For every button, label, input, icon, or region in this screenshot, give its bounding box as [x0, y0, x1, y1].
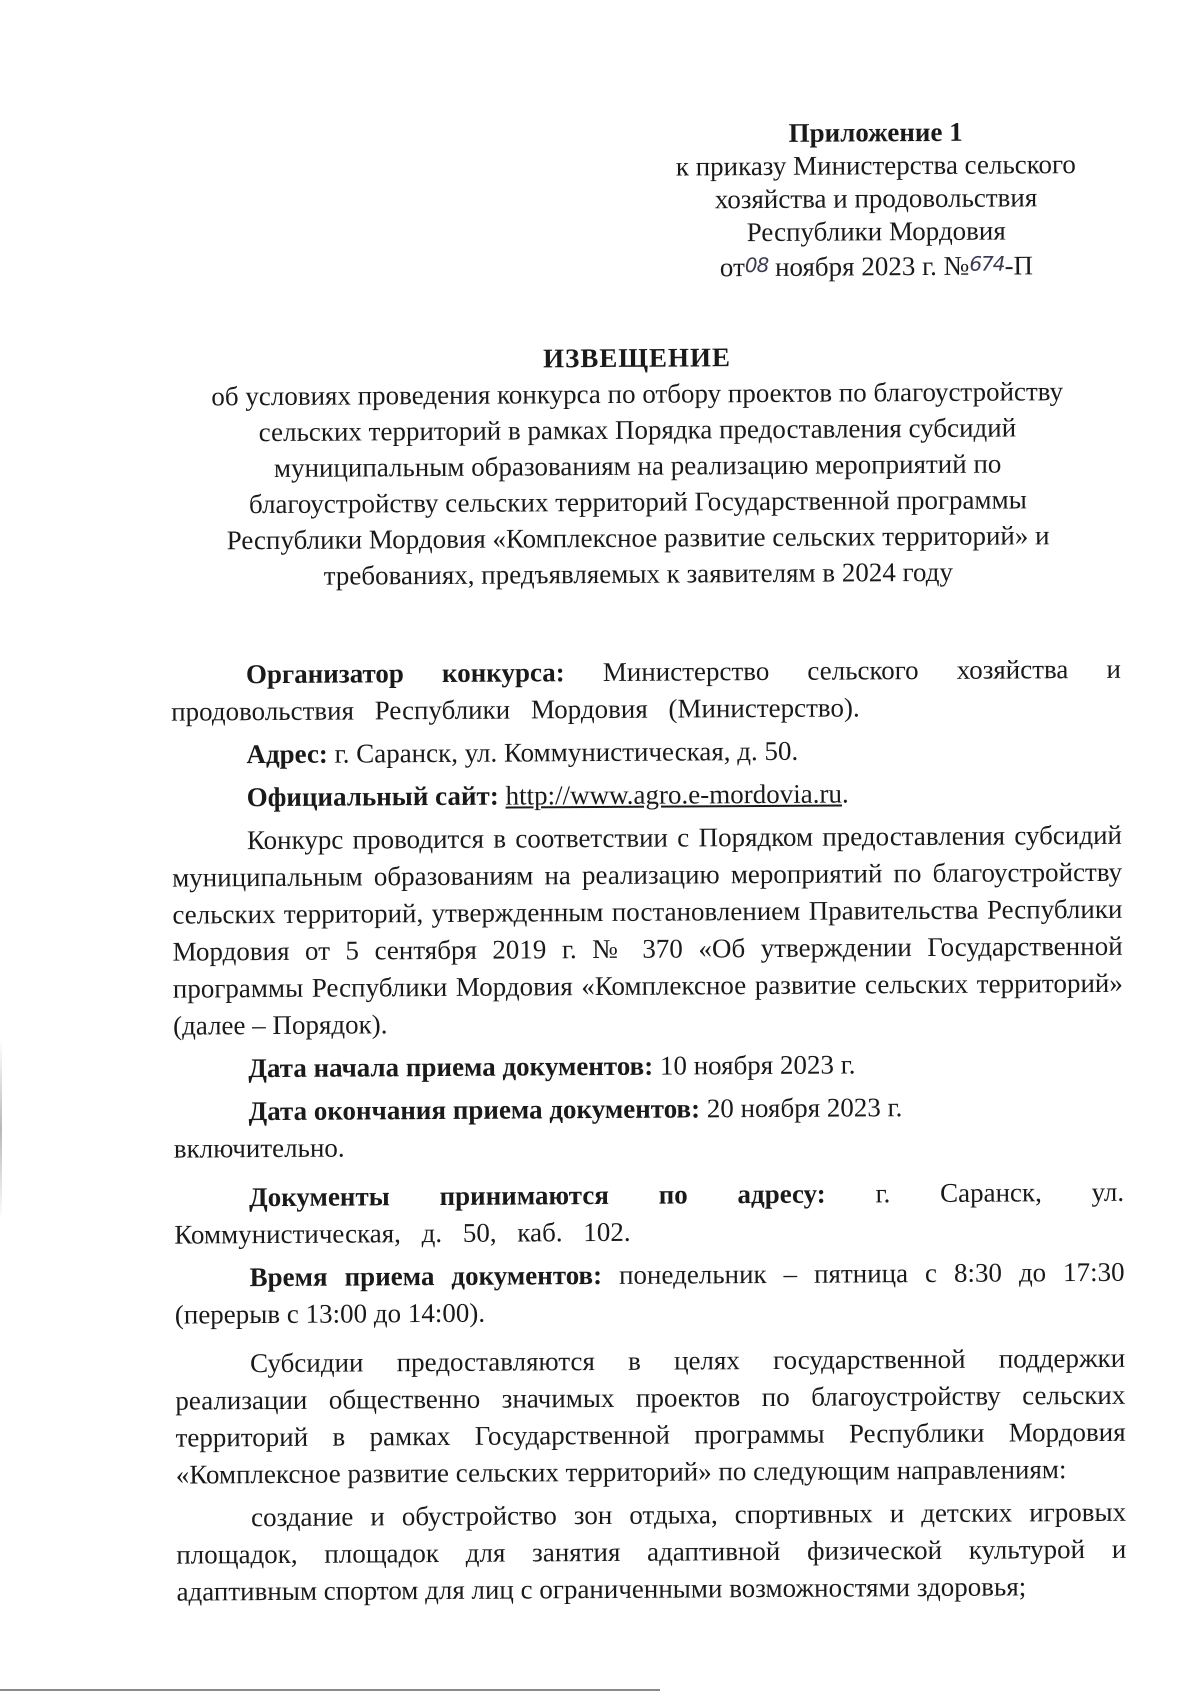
appendix-line: к приказу Министерства сельского: [675, 149, 1076, 182]
documents-value: г. Саранск, ул. Коммунистическая, д. 50, каб. 102.: [174, 1176, 1125, 1250]
documents-label: Документы принимаются по адресу:: [249, 1178, 826, 1213]
organizer-paragraph: [171, 651, 1121, 731]
time-paragraph: [174, 1254, 1124, 1334]
appendix-line: Республики Мордовия: [746, 215, 1006, 248]
appendix-order-date: [656, 247, 1096, 285]
scan-bottom-line: [0, 1689, 660, 1691]
documents-paragraph: [174, 1174, 1124, 1254]
site-paragraph: [172, 774, 1122, 817]
site-end: .: [841, 778, 849, 809]
direction-paragraph: создание и обустройство зон отдыха, спортивных и детских игровых площадок, площадок для занятия адаптивной физической культурой и адаптивным спортом для лиц с ограниченными возможностями здоровья;: [176, 1496, 1127, 1607]
notice-subtitle-line: об условиях проведения конкурса по отбору проектов по благоустройству: [211, 376, 1064, 412]
scan-edge-artifact: [0, 1040, 2, 1220]
notice-subtitle-line: муниципальным образованиям на реализацию мероприятий по: [273, 448, 1002, 483]
notice-title: ИЗВЕЩЕНИЕ: [542, 342, 732, 374]
organizer-value: Министерство сельского хозяйства и продовольствия Республики Мордовия (Министерство).: [171, 653, 1121, 727]
end-date-label: Дата окончания приема документов:: [248, 1093, 701, 1127]
appendix-header: [656, 115, 1097, 285]
date-prefix: от: [719, 252, 745, 283]
notice-subtitle-line: сельских территорий в рамках Порядка предоставления субсидий: [258, 412, 1017, 448]
subsidy-paragraph: Субсидии предоставляются в целях государственной поддержки реализации общественно значимых проектов по благоустройству сельских территорий в рамках Государственной программы Республики Мордовия «Комплексное развитие сельских территорий» по следующим направлениям:: [175, 1342, 1126, 1490]
date-middle: ноября 2023 г. №: [774, 250, 970, 282]
notice-subtitle-line: благоустройству сельских территорий Государственной программы: [248, 484, 1027, 520]
notice-body: [171, 651, 1127, 1611]
time-label: Время приема документов:: [249, 1259, 603, 1293]
official-site-link[interactable]: http://www.agro.e-mordovia.ru: [505, 778, 843, 811]
site-label: Официальный сайт:: [246, 780, 499, 813]
end-date-value: 20 ноября 2023 г.: [699, 1092, 903, 1124]
contest-paragraph: Конкурс проводится в соответствии с Порядком предоставления субсидий муниципальным образованиям на реализацию мероприятий по благоустройству сельских территорий, утвержденным постановлением Правительства Республики Мордовия от 5 сентября 2019 г. № 370 «Об утверждении Государственной программы Республики Мордовия «Комплексное развитие сельских территорий» (далее – Порядок).: [172, 819, 1123, 1041]
order-suffix: -П: [1004, 250, 1034, 281]
notice-subtitle-line: Республики Мордовия «Комплексное развитие сельских территорий» и: [226, 520, 1050, 556]
end-date-inclusive: включительно.: [173, 1132, 345, 1164]
handwritten-day: 08: [744, 252, 769, 278]
appendix-title: Приложение 1: [788, 116, 963, 148]
end-date-paragraph: [173, 1088, 1123, 1131]
start-date-paragraph: [173, 1045, 1123, 1088]
start-date-value: 10 ноября 2023 г.: [653, 1049, 856, 1081]
address-label: Адрес:: [246, 738, 328, 770]
organizer-label: Организатор конкурса:: [245, 657, 565, 690]
time-value: понедельник – пятница с 8:30 до 17:30 (перерыв с 13:00 до 14:00).: [174, 1256, 1125, 1330]
address-paragraph: [171, 731, 1121, 774]
notice-heading: [167, 337, 1109, 595]
address-value: г. Саранск, ул. Коммунистическая, д. 50.: [327, 735, 799, 769]
start-date-label: Дата начала приема документов:: [248, 1050, 654, 1084]
notice-subtitle-line: требованиях, предъявляемых к заявителям в 2024 году: [323, 556, 954, 591]
appendix-line: хозяйства и продовольствия: [714, 182, 1038, 215]
handwritten-order-number: 674: [969, 251, 1005, 276]
